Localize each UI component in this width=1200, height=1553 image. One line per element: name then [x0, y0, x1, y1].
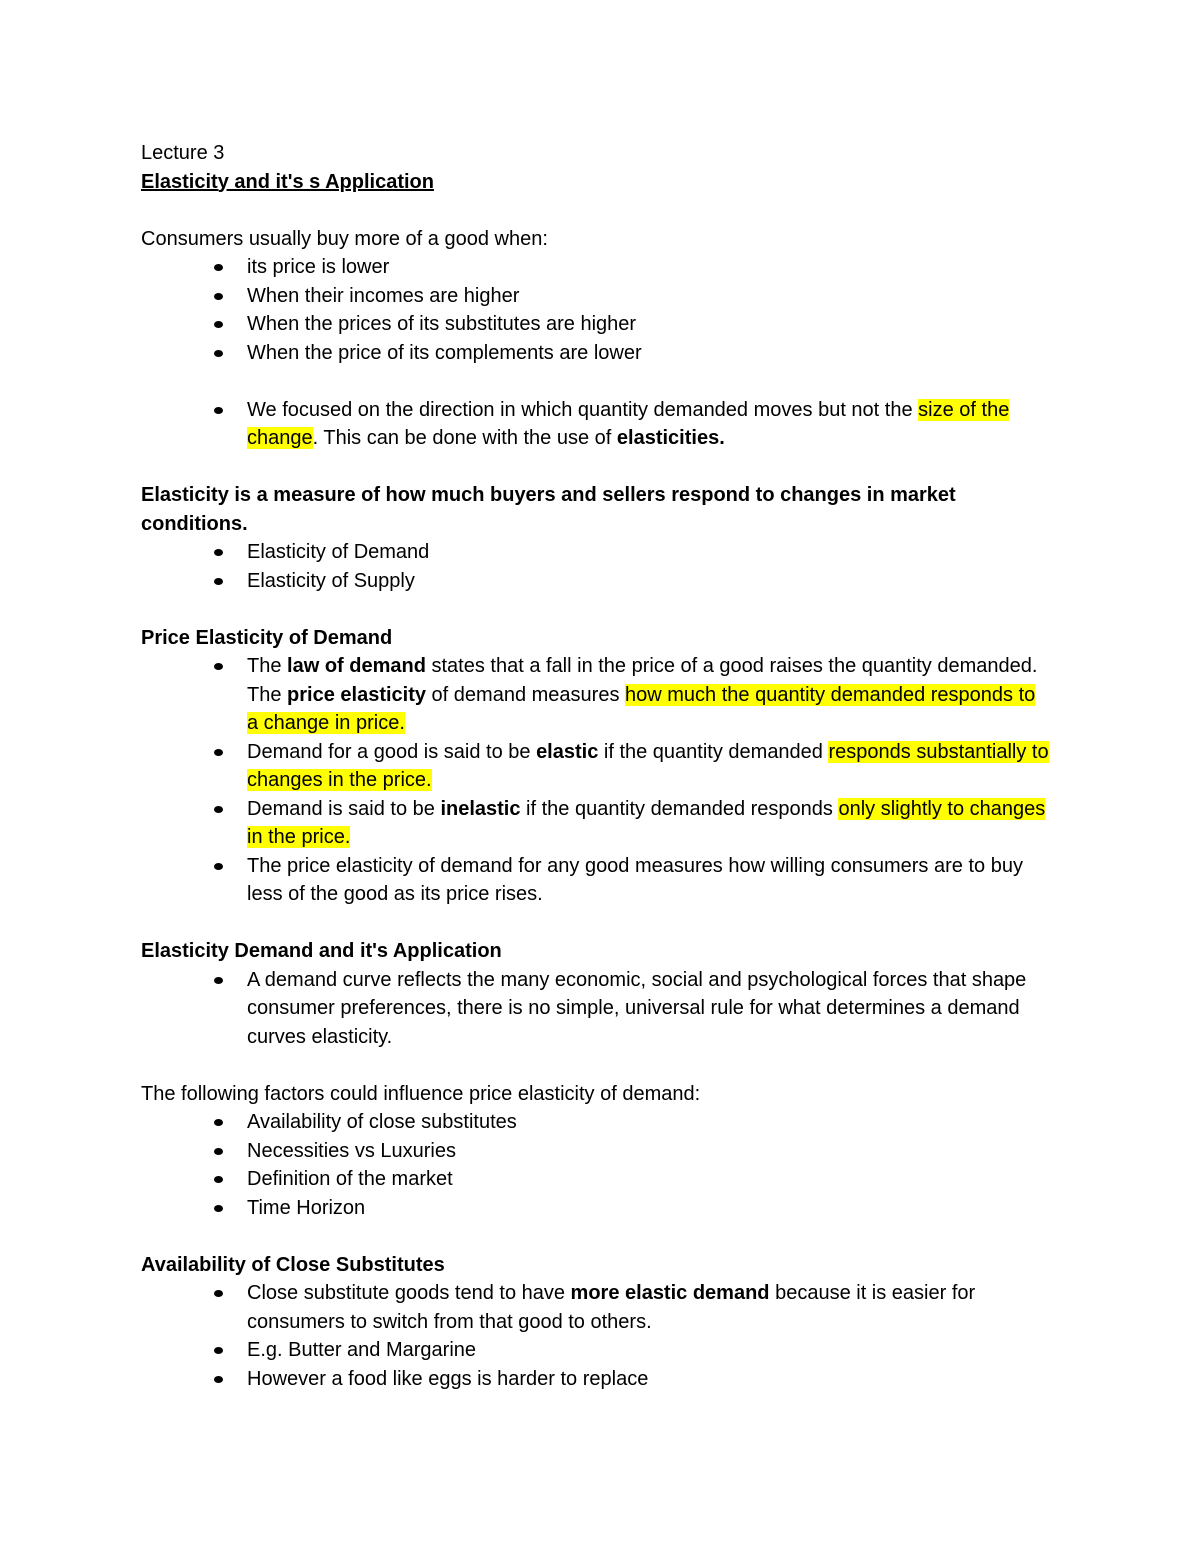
- list-item: [247, 396, 1041, 453]
- bullet-icon: [214, 264, 223, 271]
- bullet-icon: [214, 407, 223, 414]
- bold-text: law of demand: [287, 655, 426, 677]
- list-item: [247, 1336, 1051, 1365]
- spacer: [141, 1051, 1051, 1080]
- list-item-text: its price is lower: [247, 256, 390, 278]
- list-item-text: E.g. Butter and Margarine: [247, 1339, 477, 1361]
- bullet-icon: [214, 1119, 223, 1126]
- focus-text-a: We focused on the direction in which quantity demanded moves but not the: [247, 398, 919, 421]
- ped-b2-text-a: Demand for a good is said to be: [247, 740, 537, 763]
- list-item: [247, 282, 1051, 311]
- list-item: [247, 310, 1051, 339]
- section-heading-application: Elasticity Demand and it's Application: [141, 940, 502, 962]
- bullet-icon: [214, 1176, 223, 1183]
- bullet-icon: [214, 293, 223, 300]
- list-item-text: Elasticity of Demand: [247, 541, 430, 563]
- list-item-text: The price elasticity of demand for any good measures how willing consumers are to buy less of the good as its price rises.: [247, 854, 1023, 905]
- bullet-icon: [214, 663, 223, 670]
- list-item: [247, 1194, 1051, 1223]
- bullet-icon: [214, 350, 223, 357]
- spacer: [141, 595, 1051, 624]
- list-item: [247, 852, 1051, 909]
- focus-bullet-list: [141, 396, 1051, 453]
- list-item: [247, 339, 1051, 368]
- intro-text: Consumers usually buy more of a good when:: [141, 227, 548, 250]
- bold-text: elastic: [536, 740, 599, 763]
- bullet-icon: [214, 549, 223, 556]
- focus-text-b: . This can be done with the use of: [312, 427, 617, 449]
- list-item-text: A demand curve reflects the many economic, social and psychological forces that shape consumer preferences, there is no simple, universal rule for what determines a demand curves elasticity.: [247, 968, 1027, 1048]
- bullet-icon: [214, 1205, 223, 1212]
- list-item: [247, 652, 1051, 738]
- list-item: [247, 1108, 1051, 1137]
- list-item: [247, 966, 1051, 1052]
- substitutes-bullet-list: [141, 1279, 1051, 1393]
- bullet-icon: [214, 1148, 223, 1155]
- spacer: [141, 1222, 1051, 1251]
- list-item-text: Definition of the market: [247, 1168, 453, 1190]
- list-item-text: Elasticity of Supply: [247, 569, 415, 592]
- highlighted-text: how much the quantity demanded responds to a change in price.: [247, 683, 1036, 734]
- lecture-label: Lecture 3: [141, 142, 225, 164]
- section-heading-substitutes: Availability of Close Substitutes: [141, 1253, 445, 1276]
- ped-b1-text-b: states that a fall in the price of a good raises the quantity demanded. The: [247, 655, 1038, 706]
- list-item: [247, 253, 1051, 282]
- bold-text: more elastic demand: [570, 1282, 770, 1304]
- application-bullet-list: [141, 966, 1051, 1052]
- document-page: [141, 139, 1051, 1393]
- ped-b1-text-c: of demand measures: [426, 683, 625, 706]
- intro-bullet-list: [141, 253, 1051, 367]
- factors-bullet-list: [141, 1108, 1051, 1222]
- list-item-text: Availability of close substitutes: [247, 1111, 517, 1133]
- spacer: [141, 367, 1051, 396]
- list-item: [247, 567, 1051, 596]
- section-heading-ped: Price Elasticity of Demand: [141, 626, 393, 649]
- list-item: [247, 738, 1051, 795]
- subs-b1-text-b: because it is easier for consumers to switch from that good to others.: [247, 1282, 976, 1333]
- list-item-text: Necessities vs Luxuries: [247, 1139, 456, 1162]
- list-item: [247, 795, 1051, 852]
- section-heading-measure: Elasticity is a measure of how much buyers and sellers respond to changes in market conditions.: [141, 484, 956, 535]
- spacer: [141, 196, 1051, 225]
- bullet-icon: [214, 1290, 223, 1297]
- bullet-icon: [214, 977, 223, 984]
- subs-b1-text-a: Close substitute goods tend to have: [247, 1282, 571, 1304]
- highlighted-text: size of the change: [247, 398, 1010, 449]
- bullet-icon: [214, 863, 223, 870]
- bold-text: price elasticity: [287, 683, 426, 706]
- measure-bullet-list: [141, 538, 1051, 595]
- list-item: [247, 1137, 1051, 1166]
- list-item-text: When the prices of its substitutes are higher: [247, 313, 637, 335]
- bullet-icon: [214, 578, 223, 585]
- ped-b1-text-a: The: [247, 655, 288, 677]
- bold-text: elasticities.: [616, 427, 725, 449]
- list-item-text: However a food like eggs is harder to replace: [247, 1367, 649, 1390]
- list-item: [247, 1165, 1051, 1194]
- spacer: [141, 909, 1051, 938]
- highlighted-text: responds substantially to changes in the price.: [247, 740, 1049, 791]
- ped-b2-text-b: if the quantity demanded: [598, 740, 829, 763]
- spacer: [141, 453, 1051, 482]
- list-item: [247, 1365, 1051, 1394]
- list-item: [247, 1279, 1051, 1336]
- bullet-icon: [214, 1376, 223, 1383]
- factors-intro-text: The following factors could influence price elasticity of demand:: [141, 1082, 701, 1105]
- bullet-icon: [214, 749, 223, 756]
- list-item: [247, 538, 1051, 567]
- ped-b3-text-b: if the quantity demanded responds: [520, 797, 839, 820]
- bullet-icon: [214, 1347, 223, 1354]
- document-title: Elasticity and it's s Application: [141, 170, 434, 193]
- bullet-icon: [214, 321, 223, 328]
- list-item-text: When their incomes are higher: [247, 284, 520, 307]
- highlighted-text: only slightly to changes in the price.: [247, 797, 1046, 848]
- bullet-icon: [214, 806, 223, 813]
- ped-b3-text-a: Demand is said to be: [247, 797, 441, 820]
- list-item-text: When the price of its complements are lower: [247, 341, 642, 364]
- bold-text: inelastic: [440, 797, 521, 820]
- ped-bullet-list: [141, 652, 1051, 909]
- list-item-text: Time Horizon: [247, 1196, 366, 1219]
